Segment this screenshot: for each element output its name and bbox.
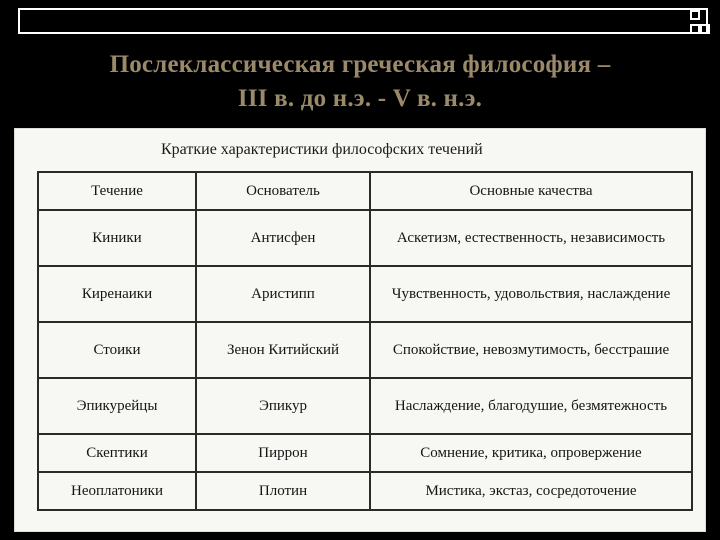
table-row xyxy=(38,322,692,378)
cell-founder: Эпикур xyxy=(196,378,370,434)
corner-square xyxy=(690,24,700,34)
scanned-table-image xyxy=(14,128,706,532)
slide-title-line-1: Послеклассическая греческая философия – xyxy=(109,51,611,78)
corner-squares-decoration xyxy=(690,10,712,40)
cell-school: Неоплатоники xyxy=(38,472,196,510)
corner-square xyxy=(690,10,700,20)
cell-school: Стоики xyxy=(38,322,196,378)
header-school: Течение xyxy=(38,172,196,210)
cell-founder: Зенон Китийский xyxy=(196,322,370,378)
table-row xyxy=(38,266,692,322)
cell-school: Эпикурейцы xyxy=(38,378,196,434)
philosophy-table xyxy=(37,171,693,511)
table-header-row xyxy=(38,172,692,210)
cell-school: Киники xyxy=(38,210,196,266)
cell-qualities: Сомнение, критика, опровержение xyxy=(370,434,692,472)
table-row xyxy=(38,378,692,434)
cell-qualities: Наслаждение, благодушие, безмятежность xyxy=(370,378,692,434)
corner-square xyxy=(700,24,710,34)
cell-qualities: Аскетизм, естественность, независимость xyxy=(370,210,692,266)
cell-founder: Пиррон xyxy=(196,434,370,472)
cell-founder: Плотин xyxy=(196,472,370,510)
cell-founder: Аристипп xyxy=(196,266,370,322)
cell-school: Киренаики xyxy=(38,266,196,322)
table-row xyxy=(38,434,692,472)
header-qualities: Основные качества xyxy=(370,172,692,210)
cell-school: Скептики xyxy=(38,434,196,472)
top-bar xyxy=(18,8,708,34)
cell-qualities: Мистика, экстаз, сосредоточение xyxy=(370,472,692,510)
cell-qualities: Спокойствие, невозмутимость, бесстрашие xyxy=(370,322,692,378)
cell-founder: Антисфен xyxy=(196,210,370,266)
table-row xyxy=(38,210,692,266)
header-founder: Основатель xyxy=(196,172,370,210)
table-caption: Краткие характеристики философских течений xyxy=(161,141,483,158)
slide-title-line-2: III в. до н.э. - V в. н.э. xyxy=(237,85,483,112)
slide-title xyxy=(0,48,720,116)
cell-qualities: Чувственность, удовольствия, наслаждение xyxy=(370,266,692,322)
table-row xyxy=(38,472,692,510)
